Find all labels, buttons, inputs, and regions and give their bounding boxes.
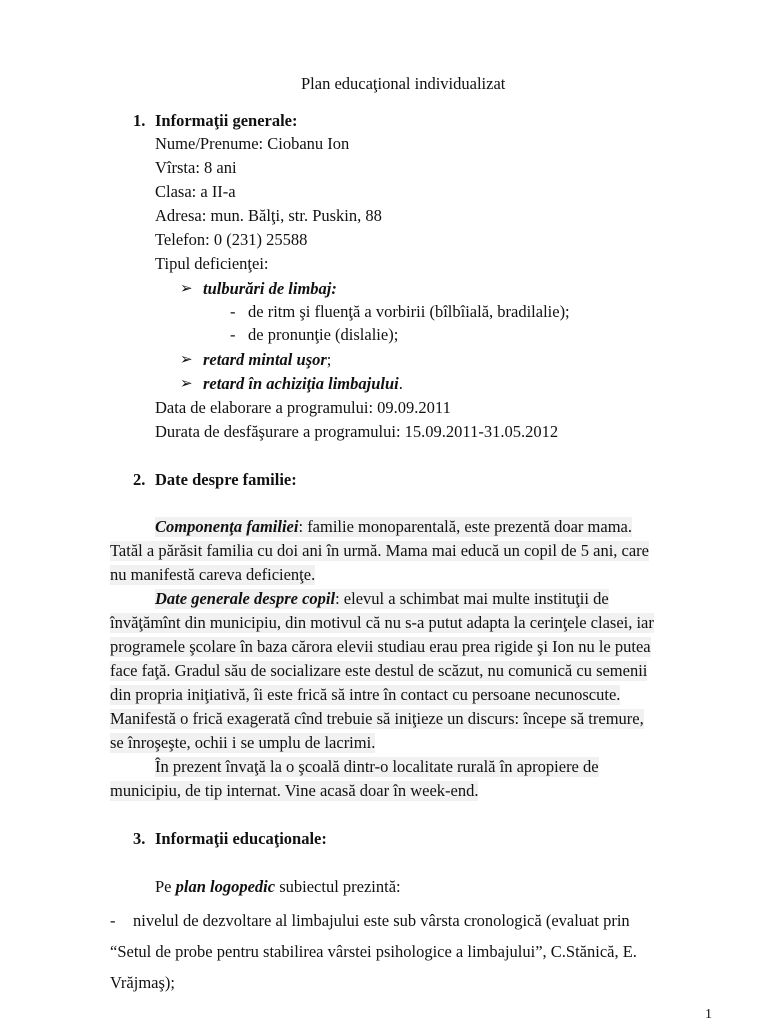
child-general-data bbox=[155, 589, 609, 609]
family-composition-colon: : bbox=[298, 517, 304, 536]
paragraph-line: nu manifestă careva deficienţe. bbox=[110, 565, 316, 584]
dash-bullet: - bbox=[110, 911, 116, 930]
paragraph-line: Manifestă o frică exagerată cînd trebuie să iniţieze un discurs: începe să tremure, bbox=[110, 709, 644, 728]
child-general-label: Date generale despre copil bbox=[155, 589, 336, 608]
section-1-number: 1. bbox=[133, 111, 146, 130]
sub-item-rhythm-rest: bradilalie); bbox=[497, 302, 570, 321]
deficiency-item-language: tulburări de limbaj: bbox=[203, 279, 337, 298]
logopedic-intro-end: subiectul prezintă: bbox=[275, 877, 401, 896]
arrow-bullet-icon: ➢ bbox=[180, 352, 193, 368]
deficiency-item-retard-text: retard mintal uşor bbox=[203, 350, 327, 369]
student-phone: Telefon: 0 (231) 25588 bbox=[155, 230, 308, 249]
logopedic-intro bbox=[155, 877, 401, 897]
sub-item-pronunciation: de pronunţie (dislalie); bbox=[248, 325, 399, 344]
section-1-heading: Informaţii generale: bbox=[155, 111, 298, 130]
paragraph-line: Tatăl a părăsit familia cu doi ani în urmă. Mama mai educă un copil de 5 ani, care bbox=[110, 541, 650, 560]
sub-item-rhythm-text: de ritm şi fluenţă a vorbirii (bîlbîială, bbox=[248, 302, 494, 321]
paragraph-line: municipiu, de tip internat. Vine acasă doar în week-end. bbox=[110, 781, 479, 800]
family-composition-text: familie monoparentală, este prezentă doar mama. bbox=[303, 517, 632, 536]
document-title: Plan educaţional individualizat bbox=[301, 74, 506, 93]
program-duration bbox=[155, 422, 558, 442]
list-item: nivelul de dezvoltare al limbajului este sub vârsta cronologică (evaluat prin bbox=[133, 911, 630, 930]
deficiency-item-acquisition-end: . bbox=[398, 374, 403, 393]
arrow-bullet-icon: ➢ bbox=[180, 281, 193, 297]
logopedic-intro-start: Pe bbox=[155, 877, 176, 896]
paragraph-line: se înroşeşte, ochii i se umplu de lacrimi. bbox=[110, 733, 376, 752]
dash-bullet: - bbox=[230, 325, 236, 344]
paragraph-line: face faţă. Gradul său de socializare este destul de scăzut, nu comunică cu semenii bbox=[110, 661, 648, 680]
sub-item-rhythm bbox=[248, 302, 570, 322]
deficiency-item-acquisition-text: retard în achiziţia limbajului bbox=[203, 374, 399, 393]
list-item-continuation: “Setul de probe pentru stabilirea vârstei psihologice a limbajului”, C.Stănică, E. bbox=[110, 942, 637, 961]
section-3-heading: Informaţii educaţionale: bbox=[155, 829, 327, 848]
family-composition bbox=[155, 517, 632, 537]
program-date: Data de elaborare a programului: 09.09.2011 bbox=[155, 398, 451, 417]
dash-bullet: - bbox=[230, 302, 236, 321]
student-address: Adresa: mun. Bălţi, str. Puskin, 88 bbox=[155, 206, 382, 225]
paragraph-line: din propria iniţiativă, îi este frică să intre în contact cu persoane necunoscute. bbox=[110, 685, 621, 704]
list-item-continuation: Vrăjmaş); bbox=[110, 973, 175, 992]
logopedic-plan-label: plan logopedic bbox=[175, 877, 276, 896]
arrow-bullet-icon: ➢ bbox=[180, 376, 193, 392]
section-2-number: 2. bbox=[133, 470, 146, 489]
deficiency-item-retard bbox=[203, 350, 331, 370]
paragraph-line: programele şcolare în baza cărora elevii studiau erau prea rigide şi Ion nu le putea bbox=[110, 637, 651, 656]
student-age: Vîrsta: 8 ani bbox=[155, 158, 237, 177]
deficiency-item-retard-end: ; bbox=[326, 350, 332, 369]
program-duration-end: -31.05.2012 bbox=[478, 422, 559, 441]
deficiency-label: Tipul deficienţei: bbox=[155, 254, 269, 273]
family-composition-label: Componenţa familiei bbox=[155, 517, 299, 536]
section-2-heading: Date despre familie: bbox=[155, 470, 297, 489]
child-general-text: : elevul a schimbat mai multe instituţii de bbox=[335, 589, 609, 608]
page-number: 1 bbox=[705, 1007, 712, 1022]
paragraph-line: În prezent învaţă la o şcoală dintr-o localitate rurală în apropiere de bbox=[155, 757, 599, 776]
paragraph-line: învăţămînt din municipiu, din motivul că nu s-a putut adapta la cerinţele clasei, iar bbox=[110, 613, 654, 632]
program-duration-start: Durata de desfăşurare a programului: 15.09.2011 bbox=[155, 422, 479, 441]
section-3-number: 3. bbox=[133, 829, 146, 848]
student-class: Clasa: a II-a bbox=[155, 182, 236, 201]
deficiency-item-acquisition bbox=[203, 374, 403, 394]
student-name: Nume/Prenume: Ciobanu Ion bbox=[155, 134, 350, 153]
